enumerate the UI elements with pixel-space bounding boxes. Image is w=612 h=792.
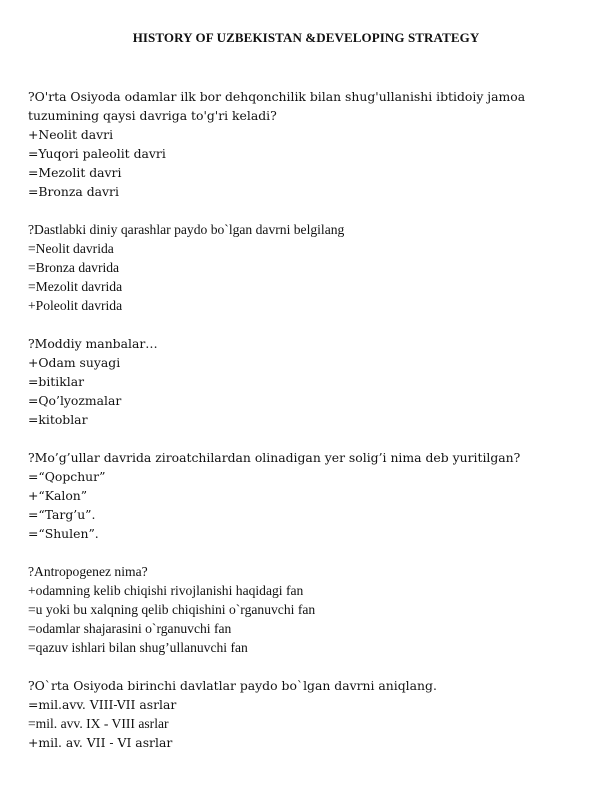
answer-option: +odamning kelib chiqishi rivojlanishi haqidagi fan — [28, 583, 304, 598]
question-text: ?Dastlabki diniy qarashlar paydo bo`lgan davrni belgilang — [28, 222, 345, 237]
answer-option: =“Shulen”. — [28, 526, 99, 541]
answer-option: =kitoblar — [28, 412, 88, 427]
question-list — [28, 87, 588, 771]
question-text: ?Mo’g’ullar davrida ziroatchilardan olinadigan yer solig’i nima deb yuritilgan? — [28, 450, 521, 465]
question-text: ?Moddiy manbalar… — [28, 336, 158, 351]
question-block-3 — [28, 334, 588, 429]
answer-option: =u yoki bu xalqning qelib chiqishini o`rganuvchi fan — [28, 602, 316, 617]
answer-option: =“Qopchur” — [28, 469, 106, 484]
answer-option: =“Targ’u”. — [28, 507, 96, 522]
answer-option: =Mezolit davri — [28, 165, 122, 180]
answer-option: +Poleolit davrida — [28, 298, 123, 313]
answer-option: =Yuqori paleolit davri — [28, 146, 166, 161]
answer-option: =Mezolit davrida — [28, 279, 123, 294]
answer-option: =Qo’lyozmalar — [28, 393, 122, 408]
question-text: tuzumining qaysi davriga to'g'ri keladi? — [28, 108, 277, 123]
question-block-2 — [28, 220, 588, 315]
answer-option: =mil.avv. VIII-VII asrlar — [28, 697, 177, 712]
answer-option: =mil. avv. IX - VIII asrlar — [28, 716, 169, 731]
question-block-5 — [28, 562, 588, 657]
answer-option: =bitiklar — [28, 374, 84, 389]
question-text: ?O'rta Osiyoda odamlar ilk bor dehqonchilik bilan shug'ullanishi ibtidoiy jamoa — [28, 89, 526, 104]
answer-option: +Neolit davri — [28, 127, 114, 142]
answer-option: +Odam suyagi — [28, 355, 121, 370]
answer-option: +mil. av. VII - VI asrlar — [28, 735, 173, 750]
question-block-6 — [28, 676, 588, 752]
question-block-1 — [28, 87, 588, 201]
document-title: HISTORY OF UZBEKISTAN &DEVELOPING STRATEGY — [132, 30, 480, 45]
answer-option: +“Kalon” — [28, 488, 88, 503]
question-block-4 — [28, 448, 588, 543]
answer-option: =Bronza davrida — [28, 260, 120, 275]
answer-option: =qazuv ishlari bilan shug’ullanuvchi fan — [28, 640, 248, 655]
answer-option: =odamlar shajarasini o`rganuvchi fan — [28, 621, 232, 636]
answer-option: =Bronza davri — [28, 184, 119, 199]
question-text: ?O`rta Osiyoda birinchi davlatlar paydo bo`lgan davrni aniqlang. — [28, 678, 437, 693]
question-text: ?Antropogenez nima? — [28, 564, 148, 579]
answer-option: =Neolit davrida — [28, 241, 114, 256]
